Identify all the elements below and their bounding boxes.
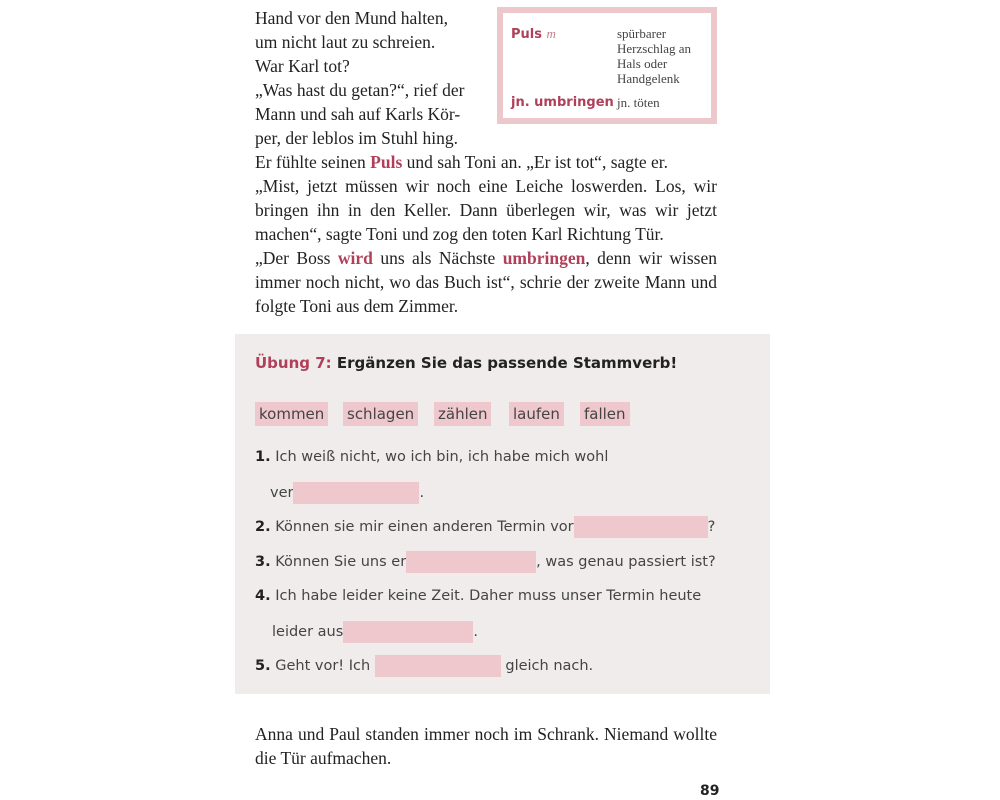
- exercise-item: 1. Ich weiß nicht, wo ich bin, ich habe mich wohl: [255, 449, 609, 465]
- answer-blank[interactable]: [406, 551, 536, 573]
- highlight-word: umbringen: [502, 248, 586, 268]
- highlight-word: Puls: [370, 152, 403, 172]
- answer-blank[interactable]: [293, 482, 419, 504]
- answer-blank[interactable]: [343, 621, 473, 643]
- answer-blank[interactable]: [375, 655, 501, 677]
- gloss-entry: [511, 93, 614, 111]
- story-line: Mann und sah auf Karls Kör-: [255, 104, 461, 124]
- gloss-definition: jn. töten: [617, 95, 660, 110]
- answer-blank[interactable]: [574, 516, 708, 538]
- story-text-after: Anna und Paul standen immer noch im Schrank. Niemand wollte die Tür aufmachen.: [255, 724, 717, 768]
- story-line: „Was hast du getan?“, rief der: [255, 80, 465, 100]
- story-line: Hand vor den Mund halten,: [255, 8, 448, 28]
- exercise-item: 2. Können sie mir einen anderen Termin vor ?: [255, 516, 715, 538]
- exercise-box: [235, 334, 770, 694]
- story-line: War Karl tot?: [255, 56, 350, 76]
- word-chip[interactable]: laufen: [509, 402, 564, 426]
- word-chip[interactable]: fallen: [580, 402, 630, 426]
- word-chip[interactable]: zählen: [434, 402, 491, 426]
- exercise-item-cont: ver .: [270, 482, 424, 504]
- highlight-word: wird: [337, 248, 373, 268]
- gloss-definition: spürbarer Herzschlag an Hals oder Handgelenk: [617, 26, 691, 86]
- gloss-term: jn. umbringen: [511, 95, 614, 110]
- story-paragraph: „Der Boss wird uns als Nächste umbringen, denn wir wissen immer noch nicht, wo das Buch ist“, schrie der zweite Mann und folgte Toni aus dem Zimmer.: [255, 248, 717, 316]
- story-text: [255, 150, 717, 318]
- exercise-item: 5. Geht vor! Ich gleich nach.: [255, 655, 593, 677]
- exercise-item: 3. Können Sie uns er , was genau passiert ist?: [255, 551, 716, 573]
- story-line: um nicht laut zu schreien.: [255, 32, 436, 52]
- gloss-entry: [511, 25, 556, 43]
- story-line: per, der leblos im Stuhl hing.: [255, 128, 458, 148]
- word-chip[interactable]: kommen: [255, 402, 328, 426]
- exercise-item: 4. Ich habe leider keine Zeit. Daher muss unser Termin heute: [255, 588, 702, 604]
- exercise-title: Übung 7: Ergänzen Sie das passende Stammverb!: [255, 354, 678, 372]
- exercise-item-cont: leider aus .: [272, 621, 478, 643]
- word-chip[interactable]: schlagen: [343, 402, 418, 426]
- story-paragraph: Er fühlte seinen Puls und sah Toni an. „Er ist tot“, sagte er.: [255, 152, 669, 172]
- page-number: 89: [700, 783, 720, 799]
- vocabulary-box: [497, 7, 717, 124]
- story-paragraph: „Mist, jetzt müssen wir noch eine Leiche loswerden. Los, wir bringen ihn in den Keller. Dann überlegen wir, was wir jetzt machen“, sagte Toni und zog den toten Karl Richtung Tür.: [255, 176, 717, 244]
- gloss-term: Puls m: [511, 26, 556, 42]
- story-text-top: [255, 6, 480, 150]
